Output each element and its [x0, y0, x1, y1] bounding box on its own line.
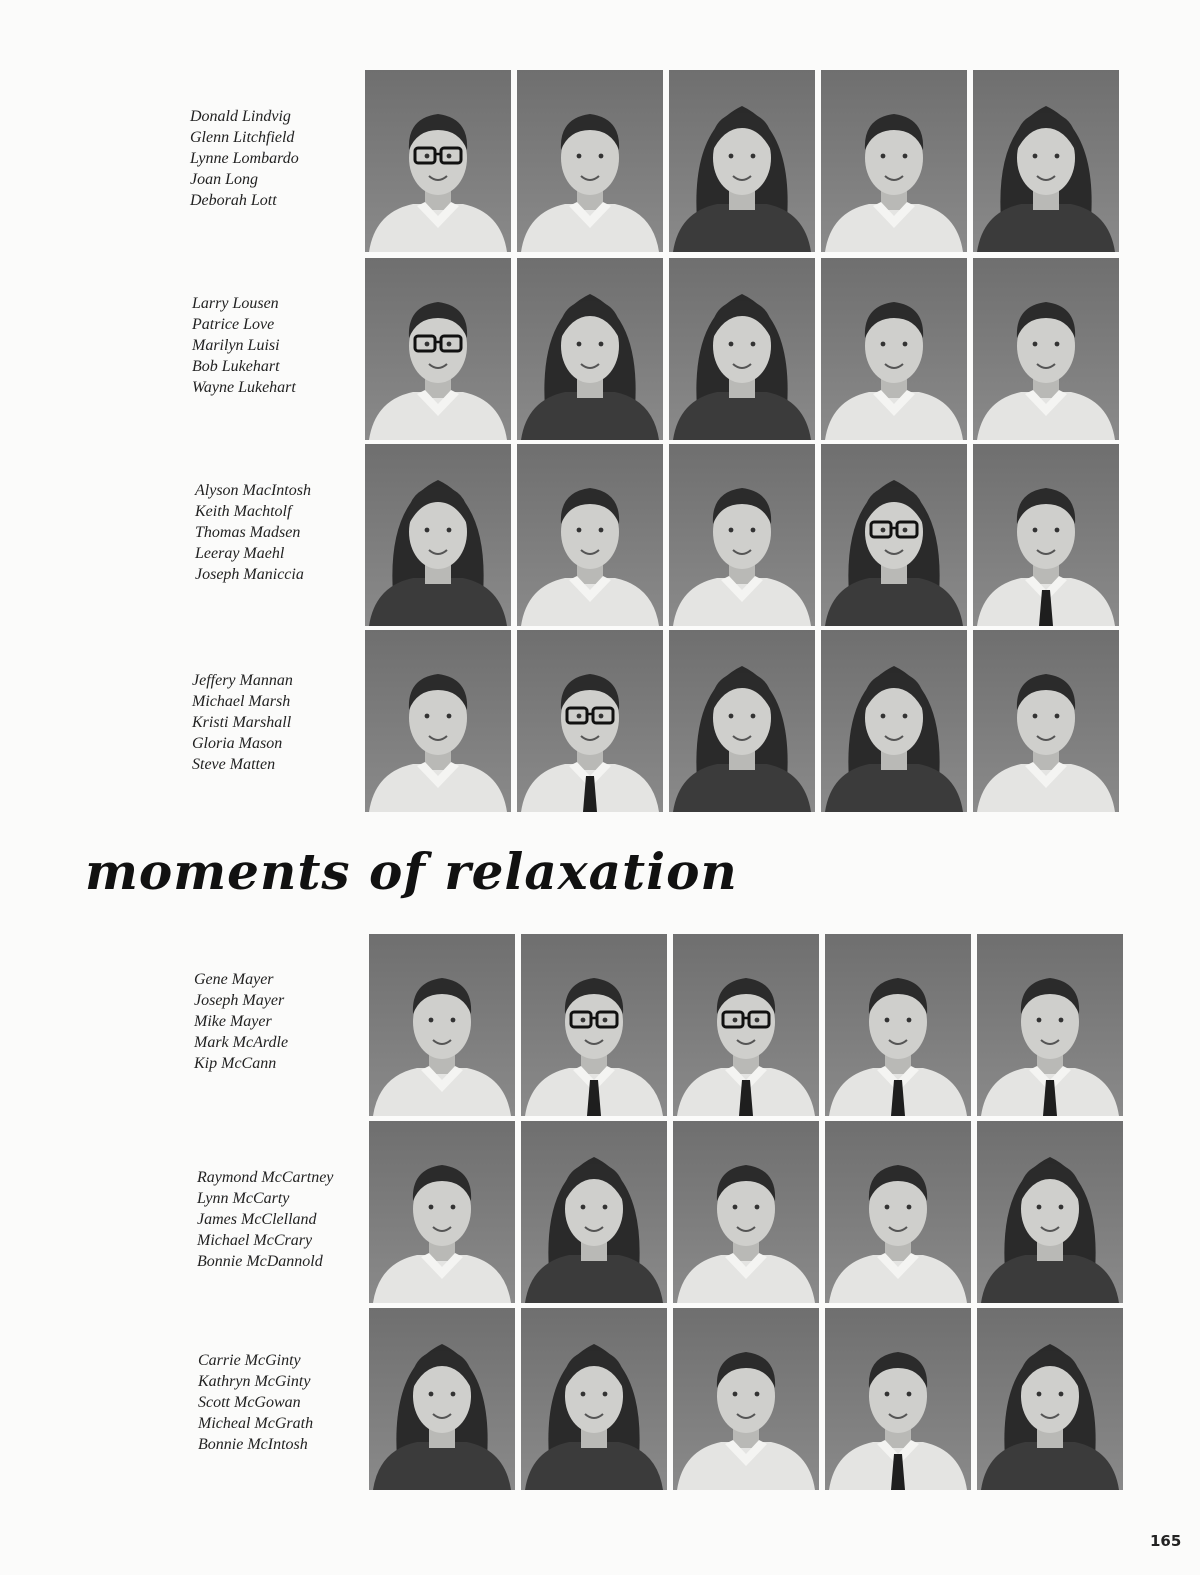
girl-portrait-icon — [669, 630, 815, 812]
student-name: Joseph Mayer — [194, 992, 285, 1009]
student-name: Steve Matten — [192, 756, 276, 773]
boy-tie-portrait-icon — [973, 444, 1119, 626]
section-title: moments of relaxation — [85, 842, 738, 901]
portrait-photo — [517, 258, 663, 440]
boy-portrait-icon — [673, 1121, 819, 1303]
boy-portrait-icon — [973, 630, 1119, 812]
glasses-boy-portrait-icon — [365, 258, 511, 440]
portrait-photo — [369, 1121, 515, 1303]
portrait-photo — [821, 444, 967, 626]
girl-portrait-icon — [369, 1308, 515, 1490]
girl-portrait-icon — [669, 70, 815, 252]
portrait-photo — [977, 934, 1123, 1116]
student-name: Scott McGowan — [198, 1394, 301, 1411]
portrait-photo — [365, 444, 511, 626]
portrait-photo — [669, 70, 815, 252]
portrait-photo — [369, 934, 515, 1116]
girl-portrait-icon — [821, 630, 967, 812]
student-name: James McClelland — [197, 1211, 317, 1228]
name-list-row-1 — [190, 106, 299, 211]
portrait-photo — [973, 258, 1119, 440]
girl-portrait-icon — [517, 258, 663, 440]
portrait-photo — [669, 444, 815, 626]
girl-portrait-icon — [977, 1308, 1123, 1490]
girl-portrait-icon — [669, 258, 815, 440]
name-list-row-3 — [195, 480, 311, 585]
student-name: Bonnie McDannold — [197, 1253, 323, 1270]
boy-portrait-icon — [821, 258, 967, 440]
student-name: Kip McCann — [194, 1055, 277, 1072]
girl-portrait-icon — [521, 1121, 667, 1303]
boy-portrait-icon — [973, 258, 1119, 440]
boy-portrait-icon — [369, 934, 515, 1116]
portrait-photo — [973, 444, 1119, 626]
portrait-photo — [825, 1121, 971, 1303]
girl-portrait-icon — [973, 70, 1119, 252]
boy-portrait-icon — [369, 1121, 515, 1303]
student-name: Larry Lousen — [192, 295, 279, 312]
student-name: Keith Machtolf — [195, 503, 292, 520]
name-list-row-2 — [192, 293, 296, 398]
portrait-photo — [365, 630, 511, 812]
portrait-photo — [669, 630, 815, 812]
portrait-photo — [517, 630, 663, 812]
boy-portrait-icon — [669, 444, 815, 626]
student-name: Alyson MacIntosh — [195, 482, 311, 499]
student-name: Gloria Mason — [192, 735, 283, 752]
student-name: Lynn McCarty — [197, 1190, 290, 1207]
girl-portrait-icon — [365, 444, 511, 626]
glasses-boy-tie-portrait-icon — [517, 630, 663, 812]
page-number: 165 — [1150, 1532, 1182, 1550]
portrait-photo — [977, 1308, 1123, 1490]
boy-tie-portrait-icon — [825, 934, 971, 1116]
portrait-photo — [673, 1308, 819, 1490]
glasses-boy-tie-portrait-icon — [521, 934, 667, 1116]
portrait-photo — [673, 1121, 819, 1303]
name-list-row-5 — [194, 969, 288, 1074]
student-name: Bob Lukehart — [192, 358, 280, 375]
portrait-photo — [365, 258, 511, 440]
student-name: Bonnie McIntosh — [198, 1436, 308, 1453]
portrait-photo — [673, 934, 819, 1116]
boy-portrait-icon — [673, 1308, 819, 1490]
student-name: Joan Long — [190, 171, 258, 188]
glasses-girl-portrait-icon — [821, 444, 967, 626]
student-name: Thomas Madsen — [195, 524, 301, 541]
student-name: Mike Mayer — [194, 1013, 272, 1030]
glasses-boy-portrait-icon — [365, 70, 511, 252]
portrait-photo — [517, 444, 663, 626]
student-name: Micheal McGrath — [198, 1415, 314, 1432]
boy-portrait-icon — [517, 70, 663, 252]
portrait-photo — [821, 630, 967, 812]
portrait-photo — [521, 1308, 667, 1490]
portrait-photo — [365, 70, 511, 252]
student-name: Glenn Litchfield — [190, 129, 295, 146]
portrait-photo — [977, 1121, 1123, 1303]
glasses-boy-tie-portrait-icon — [673, 934, 819, 1116]
student-name: Deborah Lott — [190, 192, 277, 209]
boy-tie-portrait-icon — [825, 1308, 971, 1490]
student-name: Donald Lindvig — [190, 108, 291, 125]
girl-portrait-icon — [521, 1308, 667, 1490]
name-list-row-7 — [198, 1350, 313, 1455]
student-name: Joseph Maniccia — [195, 566, 304, 583]
name-list-row-6 — [197, 1167, 333, 1272]
student-name: Marilyn Luisi — [192, 337, 280, 354]
portrait-photo — [821, 258, 967, 440]
portrait-photo — [825, 1308, 971, 1490]
student-name: Wayne Lukehart — [192, 379, 296, 396]
student-name: Jeffery Mannan — [192, 672, 293, 689]
boy-tie-portrait-icon — [977, 934, 1123, 1116]
student-name: Patrice Love — [192, 316, 275, 333]
portrait-photo — [369, 1308, 515, 1490]
boy-portrait-icon — [365, 630, 511, 812]
student-name: Kathryn McGinty — [198, 1373, 311, 1390]
name-list-row-4 — [192, 670, 293, 775]
portrait-photo — [825, 934, 971, 1116]
boy-portrait-icon — [821, 70, 967, 252]
student-name: Kristi Marshall — [192, 714, 292, 731]
student-name: Mark McArdle — [194, 1034, 289, 1051]
student-name: Lynne Lombardo — [190, 150, 299, 167]
boy-portrait-icon — [517, 444, 663, 626]
student-name: Raymond McCartney — [197, 1169, 334, 1186]
student-name: Carrie McGinty — [198, 1352, 301, 1369]
portrait-photo — [521, 934, 667, 1116]
portrait-photo — [973, 70, 1119, 252]
portrait-photo — [821, 70, 967, 252]
portrait-photo — [973, 630, 1119, 812]
portrait-photo — [521, 1121, 667, 1303]
portrait-photo — [669, 258, 815, 440]
student-name: Gene Mayer — [194, 971, 274, 988]
student-name: Leeray Maehl — [195, 545, 285, 562]
student-name: Michael Marsh — [192, 693, 291, 710]
girl-portrait-icon — [977, 1121, 1123, 1303]
student-name: Michael McCrary — [197, 1232, 313, 1249]
portrait-photo — [517, 70, 663, 252]
boy-portrait-icon — [825, 1121, 971, 1303]
